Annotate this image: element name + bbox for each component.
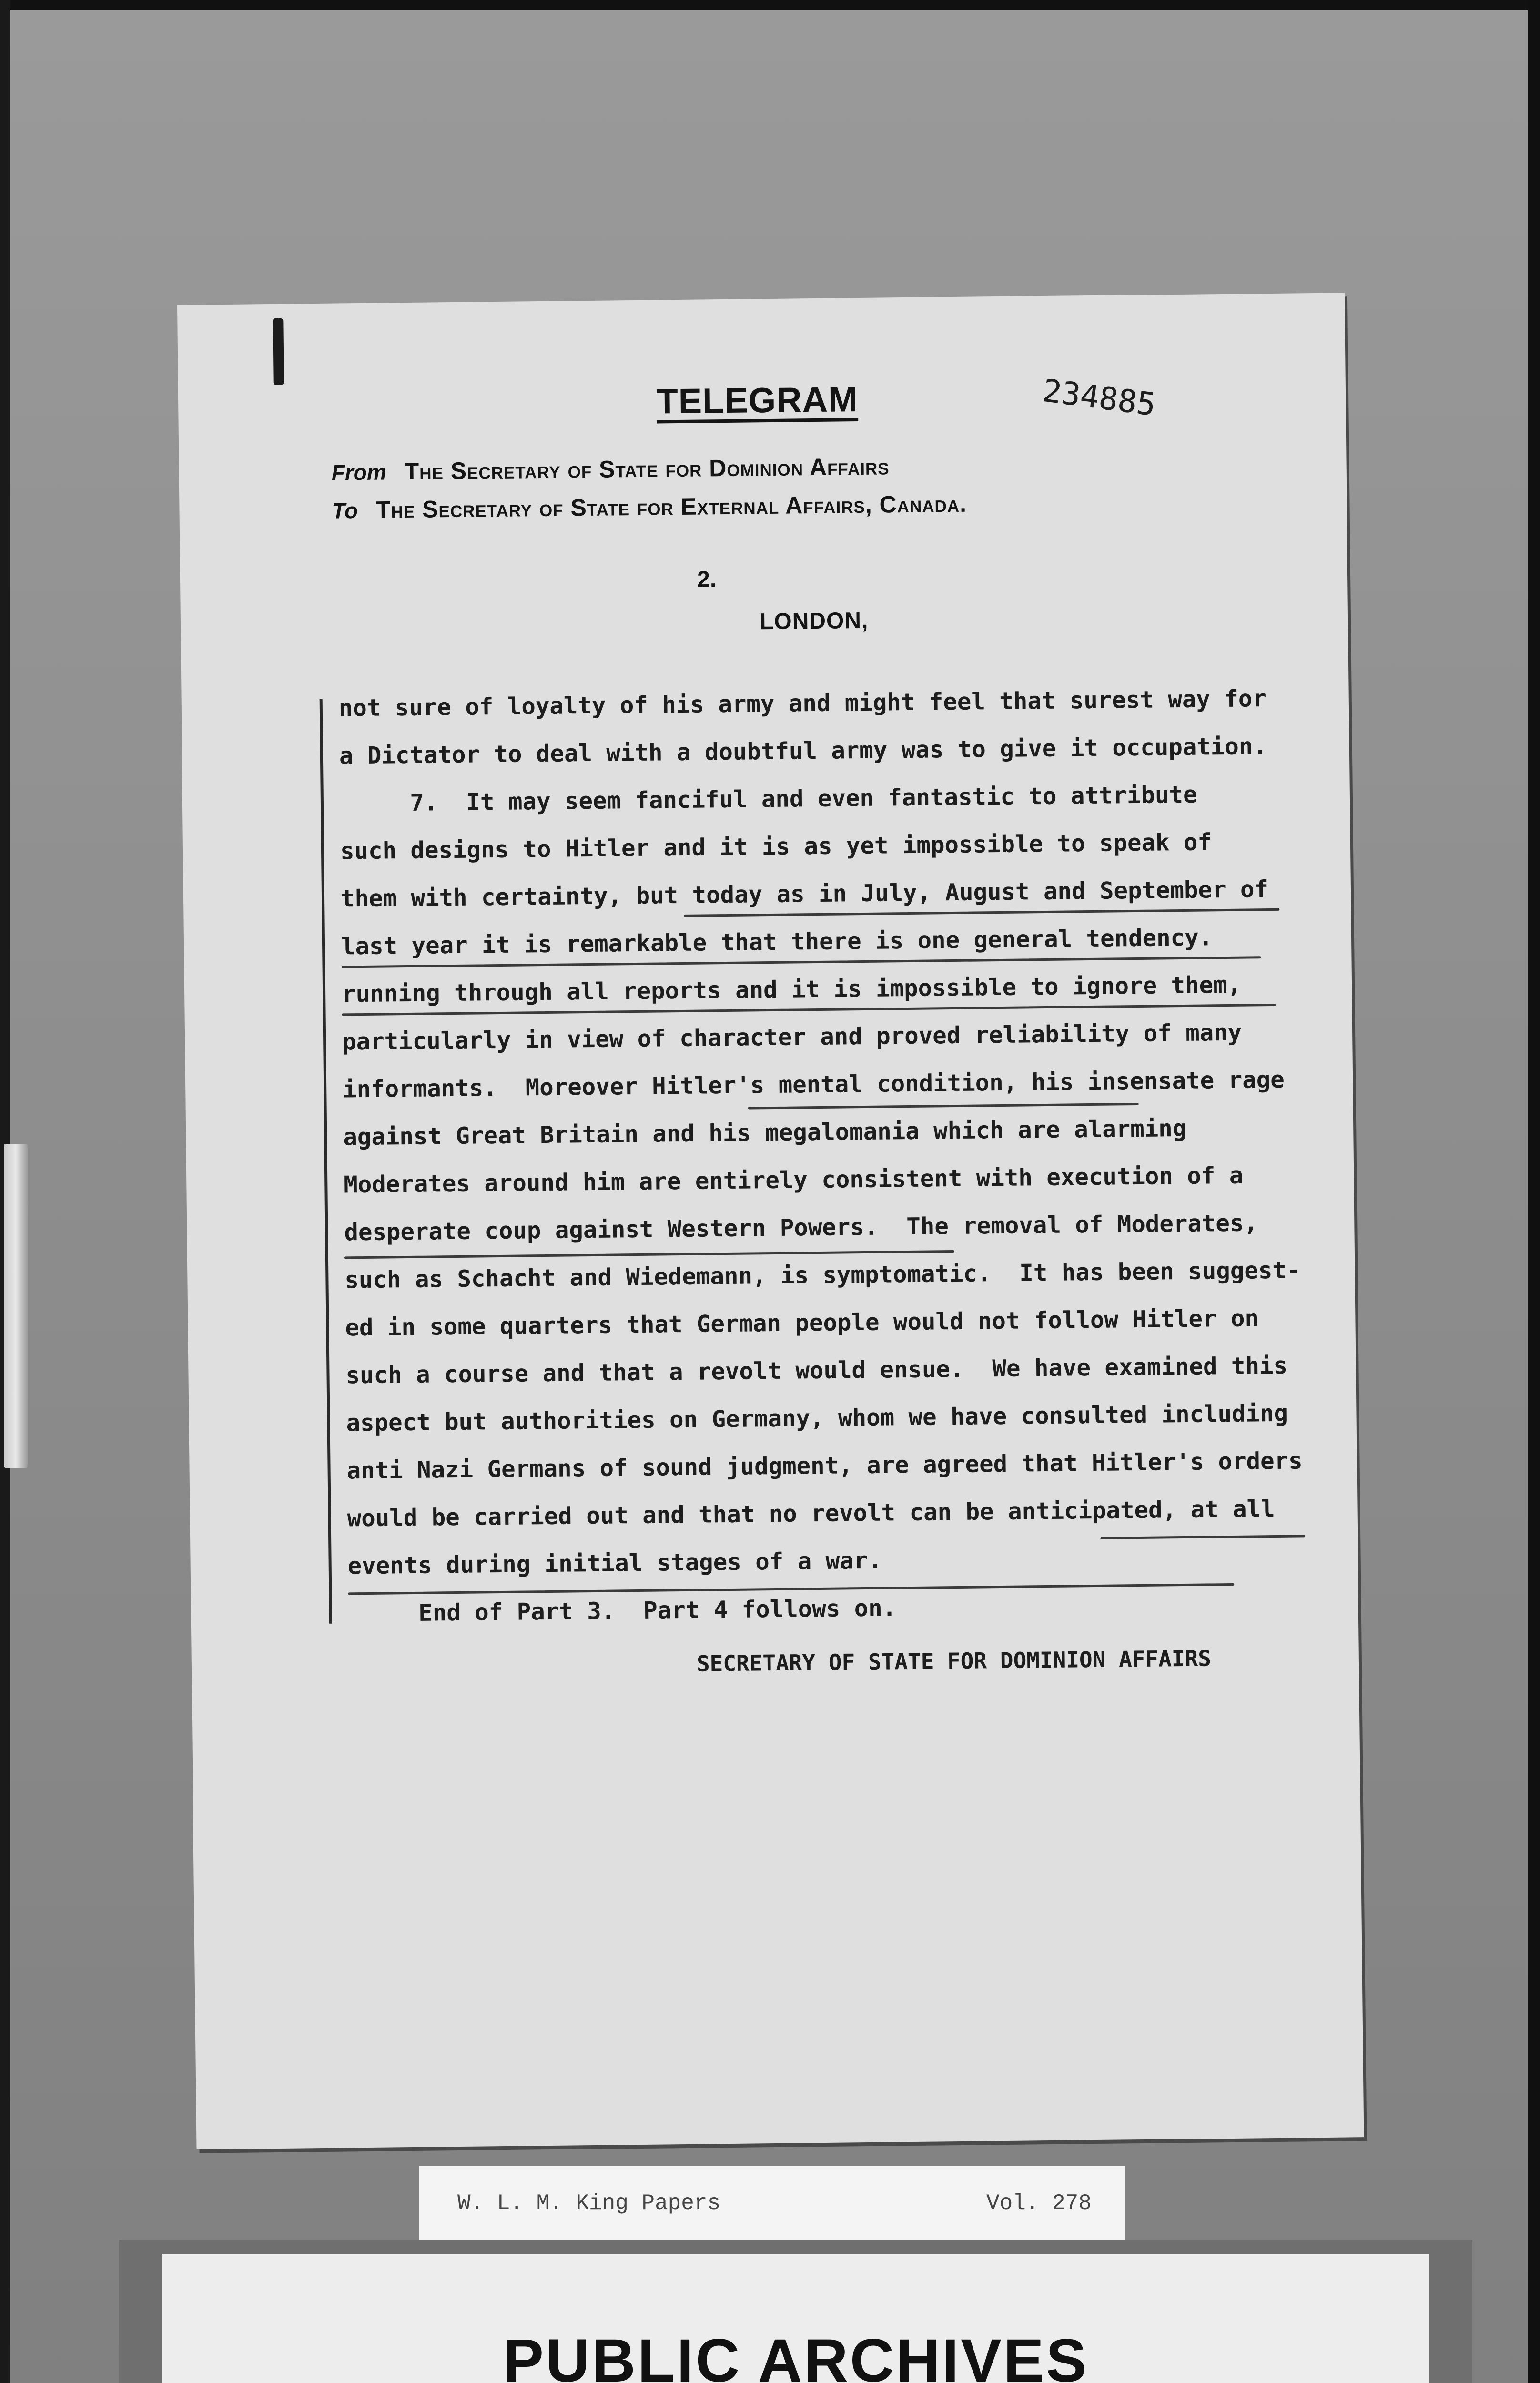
- body-line: would be carried out and that no revolt can be anticipated, at all: [347, 1495, 1275, 1532]
- body-line: 7. It may seem fanciful and even fantastic to attribute: [339, 781, 1197, 817]
- body-line: such as Schacht and Wiedemann, is symptomatic. It has been suggest-: [344, 1256, 1301, 1294]
- from-label: From: [331, 459, 386, 485]
- body-line: ed in some quarters that German people would not follow Hitler on: [345, 1304, 1259, 1342]
- body-line: events during initial stages of a war.: [347, 1547, 882, 1580]
- margin-rule: [320, 699, 332, 1624]
- papers-label: W. L. M. King Papers: [457, 2191, 721, 2216]
- body-line: against Great Britain and his megalomania which are alarming: [343, 1114, 1187, 1151]
- body-line: not sure of loyalty of his army and might feel that surest way for: [338, 685, 1267, 722]
- to-line: [332, 490, 967, 524]
- binder-clip: [4, 1144, 28, 1468]
- archives-card: [162, 2254, 1429, 2383]
- city-heading: LONDON,: [759, 608, 869, 635]
- body-line: running through all reports and it is impossible to ignore them,: [341, 971, 1242, 1008]
- film-frame-top: [0, 0, 1540, 10]
- body-line: anti Nazi Germans of sound judgment, are agreed that Hitler's orders: [346, 1447, 1303, 1485]
- body-line: such a course and that a revolt would ensue. We have examined this: [345, 1352, 1288, 1389]
- body-line: such designs to Hitler and it is as yet impossible to speak of: [340, 828, 1212, 865]
- body-line: Moderates around him are entirely consistent with execution of a: [344, 1161, 1244, 1199]
- to-text: The Secretary of State for External Affairs, Canada.: [375, 490, 967, 523]
- body-line: them with certainty, but today as in July, August and September of: [340, 876, 1269, 913]
- film-frame-right: [1528, 0, 1540, 2383]
- from-line: [331, 452, 889, 486]
- telegram-body: [338, 675, 1301, 1638]
- body-line: a Dictator to deal with a doubtful army was to give it occupation.: [339, 733, 1267, 770]
- document-number: 234885: [1040, 372, 1158, 423]
- body-line: particularly in view of character and proved reliability of many: [342, 1018, 1242, 1056]
- from-text: The Secretary of State for Dominion Affairs: [404, 453, 890, 485]
- page-number: 2.: [697, 567, 717, 592]
- signature-line: SECRETARY OF STATE FOR DOMINION AFFAIRS: [696, 1645, 1212, 1677]
- telegram-title: TELEGRAM: [656, 379, 859, 421]
- volume-label: Vol. 278: [986, 2191, 1092, 2216]
- pin-mark: [273, 318, 284, 385]
- body-line: aspect but authorities on Germany, whom we have consulted including: [346, 1399, 1288, 1437]
- to-label: To: [332, 498, 358, 523]
- body-line: End of Part 3. Part 4 follows on.: [348, 1594, 897, 1628]
- body-line: informants. Moreover Hitler's mental condition, his insensate rage: [342, 1066, 1285, 1103]
- body-line: last year it is remarkable that there is one general tendency.: [341, 924, 1213, 960]
- card-line-english: PUBLIC ARCHIVES: [503, 2327, 1089, 2383]
- telegram-sheet: [177, 293, 1364, 2149]
- body-line: desperate coup against Western Powers. The removal of Moderates,: [344, 1209, 1258, 1246]
